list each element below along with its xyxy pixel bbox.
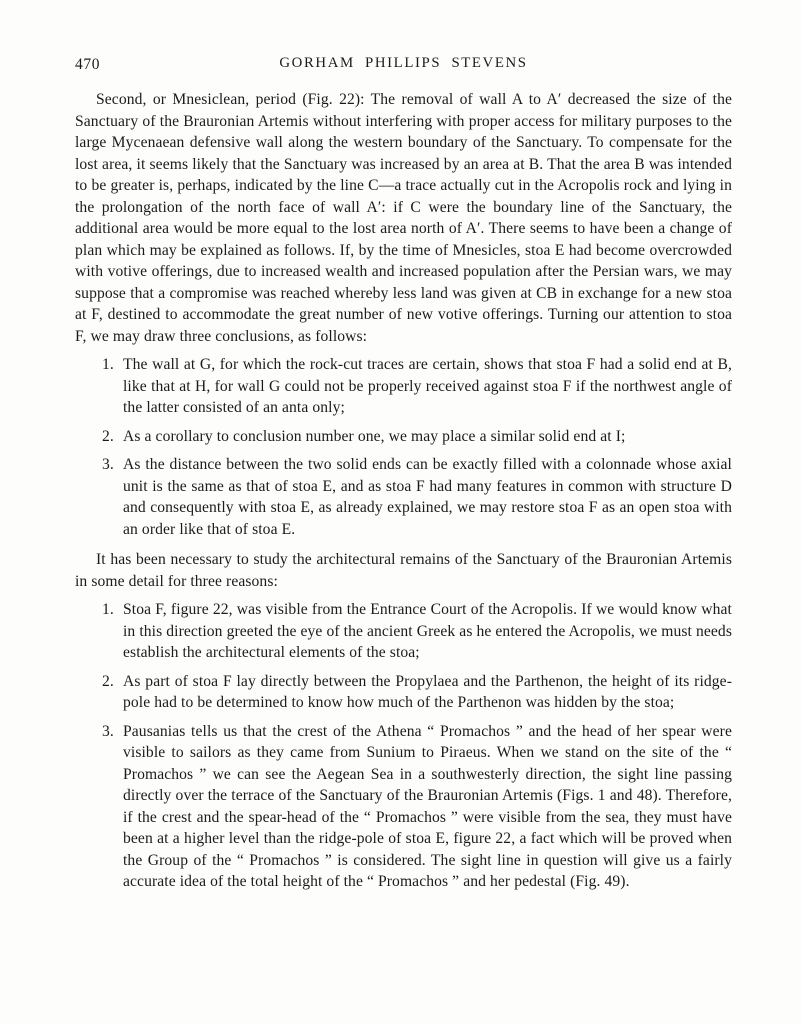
list-item-text: The wall at G, for which the rock-cut traces are certain, shows that stoa F had a solid end at B, like that at H, for wall G could not be properly received against stoa F if the northwest angle of the latter consisted of an anta only; <box>123 356 732 416</box>
list-item-number: 2. <box>102 427 114 445</box>
running-title: GORHAM PHILLIPS STEVENS <box>279 55 528 71</box>
list-item <box>75 721 732 893</box>
list-item-text: Pausanias tells us that the crest of the Athena “ Promachos ” and the head of her spear were visible to sailors as they came from Sunium to Piraeus. When we stand on the site of the “ Promachos ” we can see the Aegean Sea in a southwesterly direction, the sight line passing directly over the terrace of the Sanctuary of the Brauronian Artemis (Figs. 1 and 48). Therefore, if the crest and the spear-head of the “ Promachos ” were visible from the sea, they must have been at a higher level than the ridge-pole of stoa E, figure 22, a fact which will be proved when the Group of the “ Promachos ” is considered. The sight line in question will give us a fairly accurate idea of the total height of the “ Promachos ” and her pedestal (Fig. 49). <box>123 722 732 890</box>
list-item <box>75 454 732 540</box>
list-item <box>75 426 732 448</box>
paragraph-mnesiclean-period: Second, or Mnesiclean, period (Fig. 22): The removal of wall A to A′ decreased the size of the Sanctuary of the Brauronian Artemis without interfering with proper access for military purposes to the large Mycenaean defensive wall along the western boundary of the Sanctuary. To compensate for the lost area, it seems likely that the Sanctuary was increased by an area at B. That the area B was intended to be greater is, perhaps, indicated by the line C—a trace actually cut in the Acropolis rock and lying in the prolongation of the north face of wall A′: if C were the boundary line of the Sanctuary, the additional area would be more equal to the lost area north of A′. There seems to have been a change of plan which may be explained as follows. If, by the time of Mnesicles, stoa E had become overcrowded with votive offerings, due to increased wealth and increased population after the Persian wars, we may suppose that a compromise was reached whereby less land was given at CB in exchange for a new stoa at F, destined to accommodate the great number of new votive offerings. Turning our attention to stoa F, we may draw three conclusions, as follows: <box>75 91 732 345</box>
list-item-text: As part of stoa F lay directly between the Propylaea and the Parthenon, the height of its ridge-pole had to be determined to know how much of the Parthenon was hidden by the stoa; <box>123 672 732 711</box>
page-number: 470 <box>75 56 101 73</box>
list-item-number: 3. <box>102 722 114 740</box>
reasons-list <box>75 599 732 893</box>
list-item-text: As the distance between the two solid ends can be exactly filled with a colonnade whose axial unit is the same as that of stoa E, and as stoa F had many features in common with structure D and consequently with stoa E, as already explained, we may restore stoa F as an open stoa with an order like that of stoa E. <box>123 456 732 538</box>
page-body <box>75 89 732 893</box>
list-item <box>75 599 732 664</box>
list-item-text: Stoa F, figure 22, was visible from the Entrance Court of the Acropolis. If we would know what in this direction greeted the eye of the ancient Greek as he entered the Acropolis, we must needs establish the architectural elements of the stoa; <box>123 601 732 661</box>
list-item-number: 2. <box>102 672 114 690</box>
conclusions-list <box>75 354 732 540</box>
page-header <box>75 55 732 77</box>
list-item-text: As a corollary to conclusion number one, we may place a similar solid end at I; <box>123 427 626 445</box>
list-item-number: 1. <box>102 356 114 373</box>
paragraph-three-reasons: It has been necessary to study the architectural remains of the Sanctuary of the Brauronian Artemis in some detail for three reasons: <box>75 551 732 590</box>
list-item-number: 1. <box>102 601 114 618</box>
list-item <box>75 354 732 419</box>
list-item-number: 3. <box>102 456 114 473</box>
list-item <box>75 671 732 714</box>
